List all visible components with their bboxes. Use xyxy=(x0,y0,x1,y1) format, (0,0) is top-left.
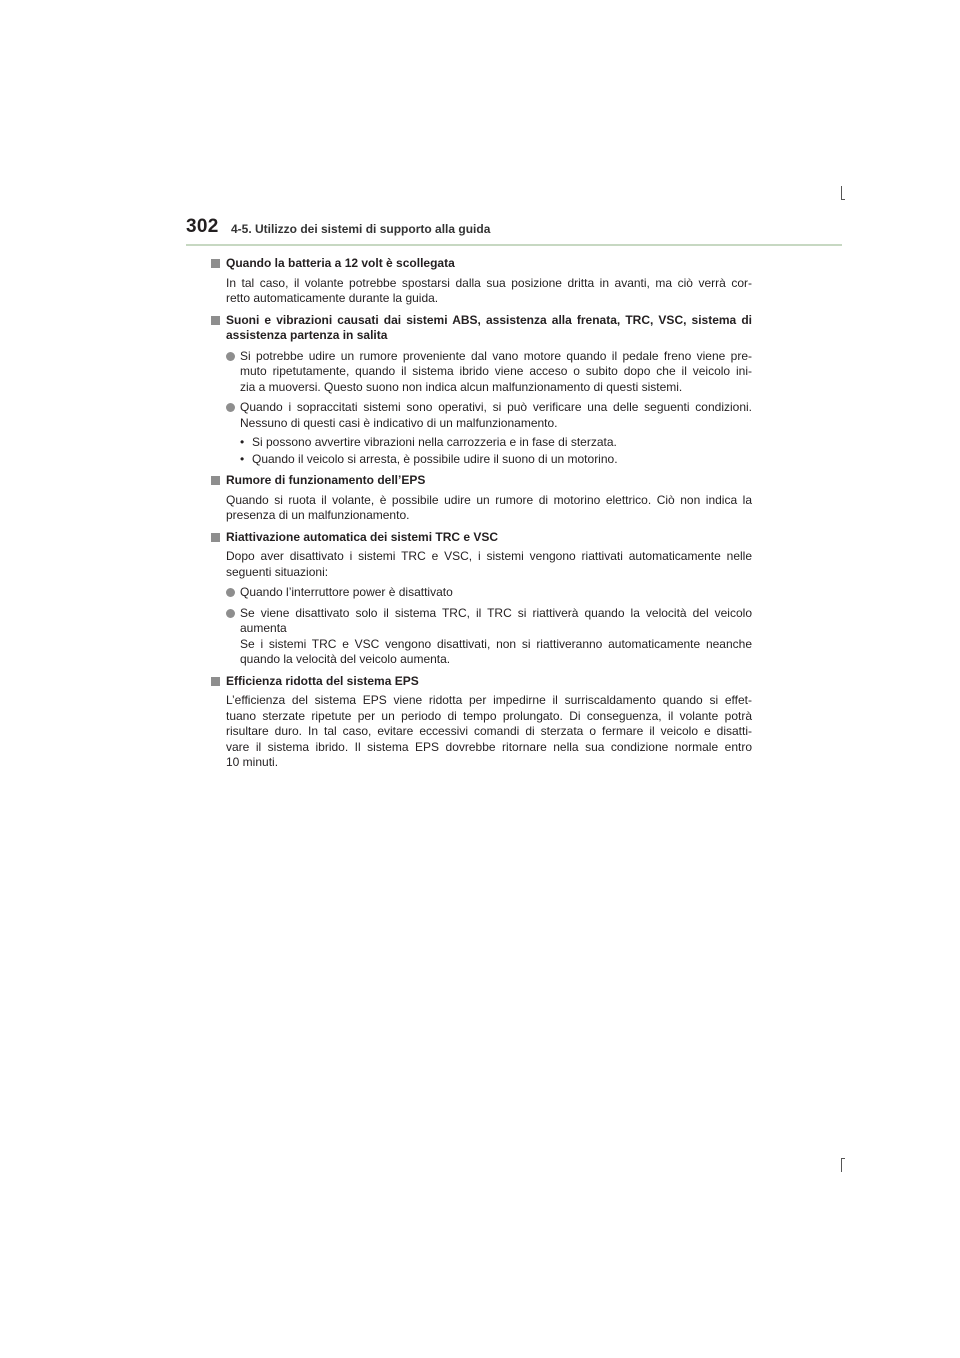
text-line: tuano sterzate ripetute per un periodo di tempo prolungato. Di conseguenza, il volante potrà xyxy=(226,708,752,723)
page-number: 302 xyxy=(186,216,219,237)
section-heading xyxy=(211,674,752,690)
text-line: aumenta xyxy=(240,621,287,635)
paragraph xyxy=(211,276,752,307)
text-line: Si potrebbe udire un rumore proveniente dal vano motore quando il pedale freno viene pre- xyxy=(240,348,752,363)
text-line: risultare duro. In tal caso, evitare eccessivi comandi di sterzata o fermare il veicolo e disatti- xyxy=(226,724,752,738)
crop-mark-bottom-tick xyxy=(841,1158,845,1159)
text-line: Dopo aver disattivato i sistemi TRC e VSC, i sistemi vengono riattivati automaticamente nelle xyxy=(226,549,752,563)
circle-bullet-icon xyxy=(226,588,235,597)
text-line: In tal caso, il volante potrebbe spostarsi dalla sua posizione dritta in avanti, ma ciò verrà cor- xyxy=(226,275,752,290)
header-rule xyxy=(186,244,842,246)
heading-text: Riattivazione automatica dei sistemi TRC e VSC xyxy=(226,529,499,544)
text-line: quando la velocità del veicolo aumenta. xyxy=(240,652,451,666)
section-heading xyxy=(211,473,752,489)
heading-text: Rumore di funzionamento dell’EPS xyxy=(226,473,426,487)
crop-mark-top-tick xyxy=(841,199,845,200)
square-bullet-icon xyxy=(211,677,220,686)
small-dot-icon: • xyxy=(240,435,245,449)
text-line: seguenti situazioni: xyxy=(226,564,329,579)
text-line: Quando il veicolo si arresta, è possibile udire il suono di un motorino. xyxy=(252,451,618,466)
square-bullet-icon xyxy=(211,316,220,325)
crop-mark-bottom xyxy=(841,1158,842,1172)
text-line: Nessuno di questi casi è indicativo di un malfunzionamento. xyxy=(240,415,558,430)
heading-text: Efficienza ridotta del sistema EPS xyxy=(226,673,419,688)
list-item xyxy=(211,400,752,431)
text-line: vare il sistema ibrido. Il sistema EPS dovrebbe ritornare nella sua condizione normale entro xyxy=(226,739,752,754)
section-heading xyxy=(211,530,752,546)
heading-text: Quando la batteria a 12 volt è scollegata xyxy=(226,256,455,270)
list-item xyxy=(211,349,752,396)
text-line: 10 minuti. xyxy=(226,755,279,769)
section-heading xyxy=(211,313,752,344)
page-header xyxy=(186,216,842,244)
circle-bullet-icon xyxy=(226,352,235,361)
square-bullet-icon xyxy=(211,533,220,542)
square-bullet-icon xyxy=(211,259,220,268)
text-line: Se viene disattivato solo il sistema TRC, il TRC si riattiverà quando la velocità del veicolo xyxy=(240,605,752,620)
text-line: Si possono avvertire vibrazioni nella carrozzeria e in fase di sterzata. xyxy=(252,435,617,449)
paragraph xyxy=(211,693,752,771)
text-line: zia a muoversi. Questo suono non indica alcun malfunzionamento di questi sistemi. xyxy=(240,379,683,394)
text-line: Quando si ruota il volante, è possibile udire un rumore di motorino elettrico. Ciò non indica la xyxy=(226,492,752,507)
paragraph xyxy=(211,549,752,580)
text-line: Quando i sopraccitati sistemi sono operativi, si può verificare una delle seguenti condizioni. xyxy=(240,400,752,414)
text-line: presenza di un malfunzionamento. xyxy=(226,508,410,522)
text-line: retto automaticamente durante la guida. xyxy=(226,291,439,305)
sub-list-item xyxy=(211,452,752,468)
sub-list-item xyxy=(211,435,752,451)
list-item xyxy=(211,585,752,601)
circle-bullet-icon xyxy=(226,403,235,412)
page-content xyxy=(211,256,752,771)
square-bullet-icon xyxy=(211,476,220,485)
text-line: L’efficienza del sistema EPS viene ridotta per impedirne il surriscaldamento quando si effet- xyxy=(226,693,752,707)
text-line: muto ripetutamente, quando il sistema ibrido viene acceso o subito dopo che il veicolo ini- xyxy=(240,364,752,378)
section-heading xyxy=(211,256,752,272)
text-line: Quando l’interruttore power è disattivato xyxy=(240,585,453,599)
circle-bullet-icon xyxy=(226,609,235,618)
heading-text: Suoni e vibrazioni causati dai sistemi ABS, assistenza alla frenata, TRC, VSC, sistema di xyxy=(226,312,752,327)
crop-mark-top xyxy=(841,186,842,200)
text-line: Se i sistemi TRC e VSC vengono disattivati, non si riattiveranno automaticamente neanche xyxy=(240,636,752,651)
paragraph xyxy=(211,493,752,524)
heading-text: assistenza partenza in salita xyxy=(226,328,388,342)
small-dot-icon: • xyxy=(240,451,245,466)
section-title: 4-5. Utilizzo dei sistemi di supporto alla guida xyxy=(231,222,491,236)
list-item xyxy=(211,606,752,668)
